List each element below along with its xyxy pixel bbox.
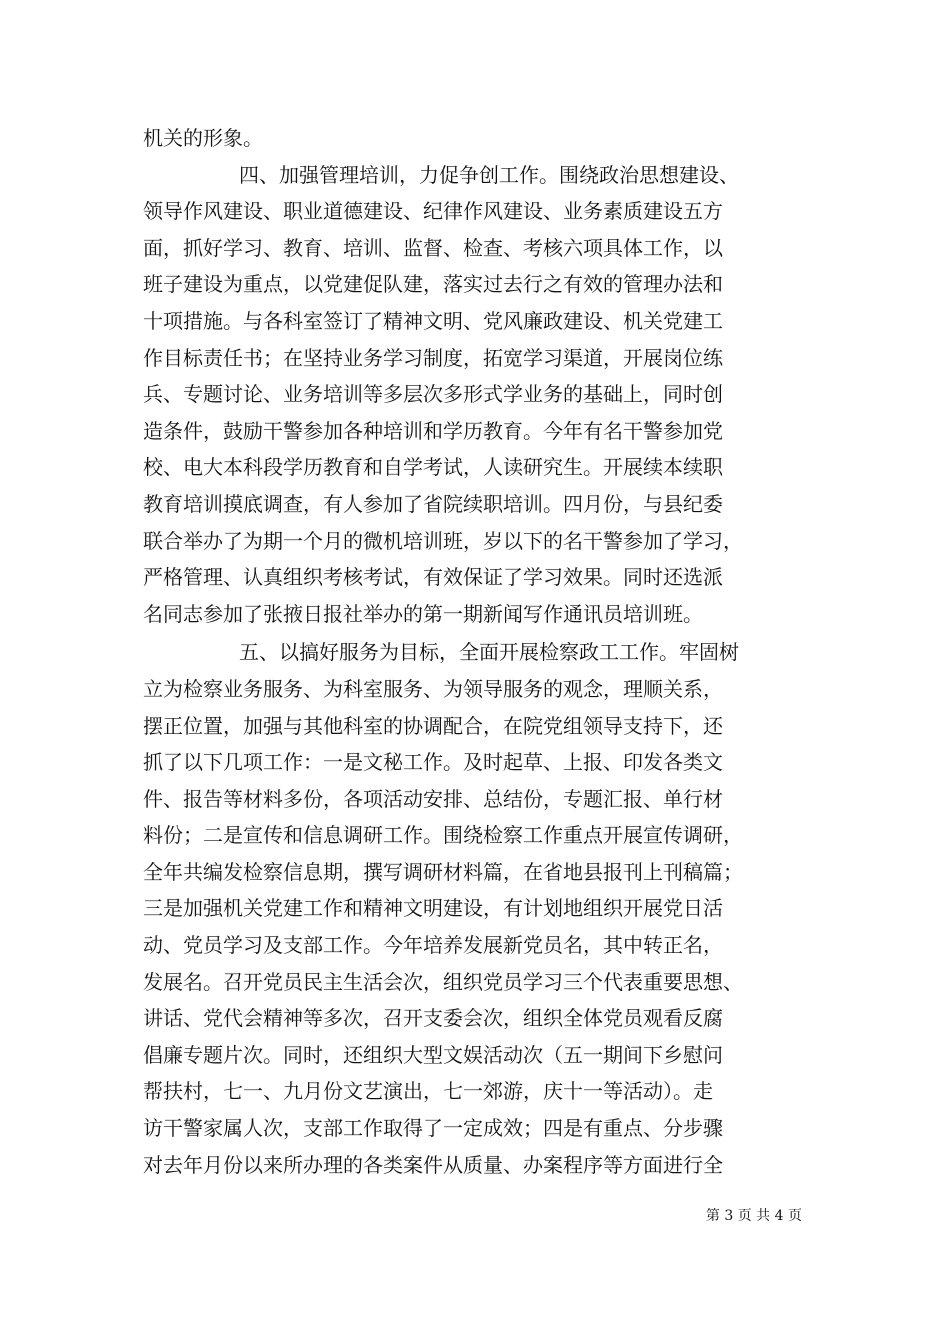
text-line: 讲话、党代会精神等多次，召开支委会次，组织全体党员观看反腐: [143, 1006, 723, 1031]
text-line: 面，抓好学习、教育、培训、监督、检查、考核六项具体工作，以: [143, 235, 723, 260]
text-line: 倡廉专题片次。同时，还组织大型文娱活动次（五一期间下乡慰问: [143, 1042, 723, 1067]
text-line: 教育培训摸底调查，有人参加了省院续职培训。四月份，与县纪委: [143, 491, 723, 516]
page-number: 第 3 页 共 4 页: [705, 1208, 802, 1224]
text-line: 班子建设为重点，以党建促队建，落实过去行之有效的管理办法和: [143, 272, 723, 297]
text-line: 动、党员学习及支部工作。今年培养发展新党员名，其中转正名，: [143, 933, 723, 958]
text-line: 联合举办了为期一个月的微机培训班，岁以下的名干警参加了学习，: [143, 528, 743, 553]
text-line: 料份；二是宣传和信息调研工作。围绕检察工作重点开展宣传调研，: [143, 823, 743, 848]
text-line: 全年共编发检察信息期，撰写调研材料篇，在省地县报刊上刊稿篇；: [143, 859, 743, 884]
text-line: 造条件，鼓励干警参加各种培训和学历教育。今年有名干警参加党: [143, 418, 723, 443]
text-line: 访干警家属人次，支部工作取得了一定成效；四是有重点、分步骤: [143, 1116, 723, 1141]
text-line: 对去年月份以来所办理的各类案件从质量、办案程序等方面进行全: [143, 1152, 723, 1177]
text-line: 名同志参加了张掖日报社举办的第一期新闻写作通讯员培训班。: [143, 601, 703, 626]
text-line: 抓了以下几项工作：一是文秘工作。及时起草、上报、印发各类文: [143, 750, 723, 775]
text-line: 兵、专题讨论、业务培训等多层次多形式学业务的基础上，同时创: [143, 382, 723, 407]
paragraph-heading-four: 四、加强管理培训，力促争创工作。围绕政治思想建设、: [239, 162, 739, 187]
text-line: 发展名。召开党员民主生活会次，组织党员学习三个代表重要思想、: [143, 969, 743, 994]
text-line: 机关的形象。: [143, 126, 263, 150]
text-line: 摆正位置，加强与其他科室的协调配合，在院党组领导支持下，还: [143, 713, 723, 738]
paragraph-heading-five: 五、以搞好服务为目标，全面开展检察政工工作。牢固树: [239, 640, 739, 665]
body-text: [143, 120, 823, 1183]
text-line: 十项措施。与各科室签订了精神文明、党风廉政建设、机关党建工: [143, 308, 723, 333]
text-line: 作目标责任书；在坚持业务学习制度，拓宽学习渠道，开展岗位练: [143, 345, 723, 370]
text-line: 领导作风建设、职业道德建设、纪律作风建设、业务素质建设五方: [143, 199, 723, 224]
text-line: 帮扶村，七一、九月份文艺演出，七一郊游，庆十一等活动）。走: [143, 1079, 713, 1104]
text-line: 立为检察业务服务、为科室服务、为领导服务的观念，理顺关系，: [143, 676, 723, 701]
text-line: 件、报告等材料多份，各项活动安排、总结份，专题汇报、单行材: [143, 786, 723, 811]
text-line: 严格管理、认真组织考核考试，有效保证了学习效果。同时还选派: [143, 565, 723, 590]
text-line: 三是加强机关党建工作和精神文明建设，有计划地组织开展党日活: [143, 896, 723, 921]
text-line: 校、电大本科段学历教育和自学考试，人读研究生。开展续本续职: [143, 455, 723, 480]
